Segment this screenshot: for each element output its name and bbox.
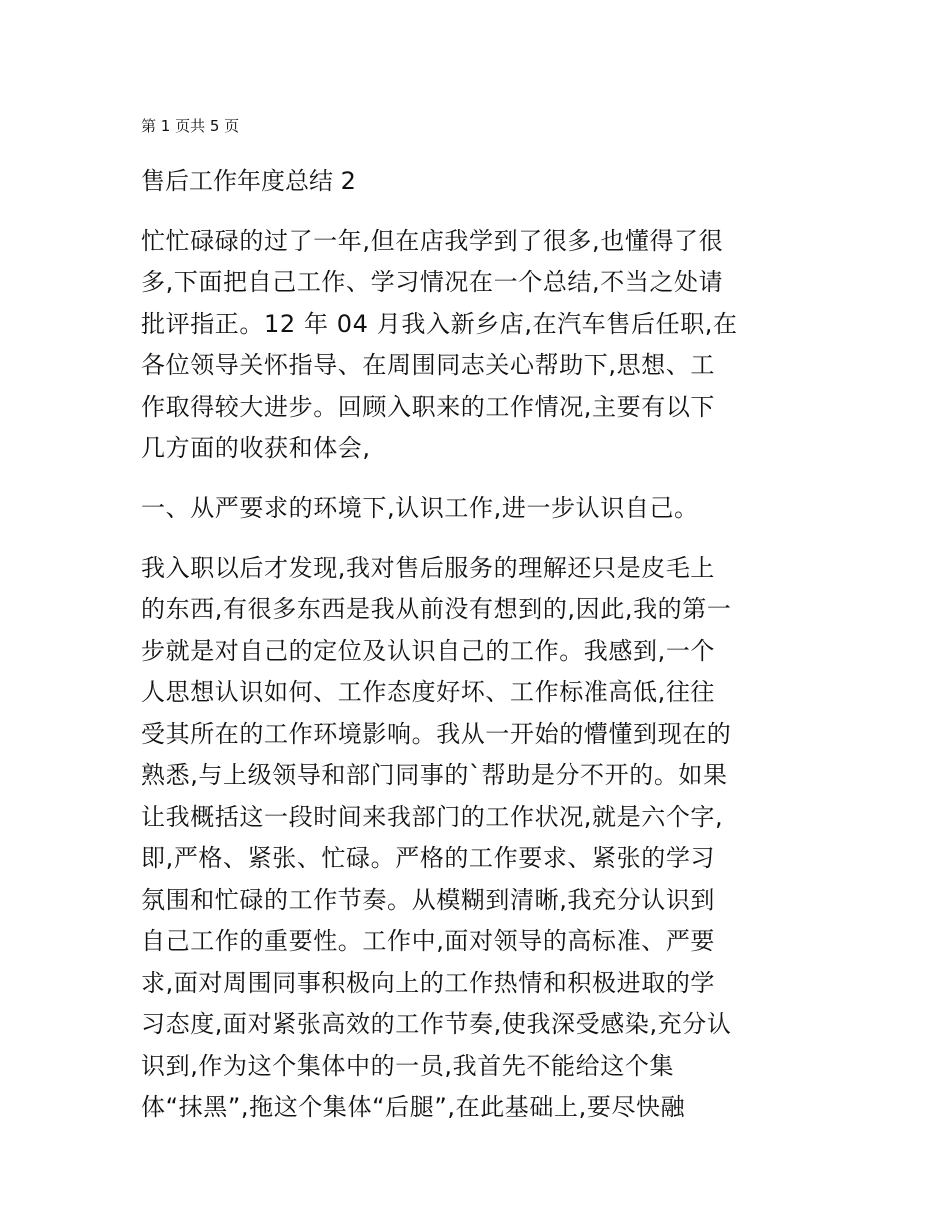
section-heading-1: 一、从严要求的环境下,认识工作,进一步认识自己。 — [141, 494, 699, 522]
document-title: 售后工作年度总结 2 — [141, 167, 356, 195]
paragraph-line: 步就是对自己的定位及认识自己的工作。我感到,一个 — [141, 637, 716, 665]
paragraph-line: 忙忙碌碌的过了一年,但在店我学到了很多,也懂得了很 — [141, 227, 724, 255]
paragraph-line: 多,下面把自己工作、学习情况在一个总结,不当之处请 — [141, 268, 724, 296]
paragraph-line: 作取得较大进步。回顾入职来的工作情况,主要有以下 — [141, 393, 716, 421]
paragraph-line: 熟悉,与上级领导和部门同事的`帮助是分不开的。如果 — [141, 761, 728, 789]
paragraph-line: 氛围和忙碌的工作节奏。从模糊到清晰,我充分认识到 — [141, 886, 716, 914]
paragraph-line: 受其所在的工作环境影响。我从一开始的懵懂到现在的 — [141, 720, 732, 748]
paragraph-line: 让我概括这一段时间来我部门的工作状况,就是六个字, — [141, 803, 724, 831]
paragraph-line: 的东西,有很多东西是我从前没有想到的,因此,我的第一 — [141, 595, 732, 623]
paragraph-line: 我入职以后才发现,我对售后服务的理解还只是皮毛上 — [141, 554, 716, 582]
paragraph-line: 体“抹黑”,拖这个集体“后腿”,在此基础上,要尽快融 — [141, 1093, 686, 1121]
paragraph-line: 各位领导关怀指导、在周围同志关心帮助下,思想、工 — [141, 351, 716, 379]
paragraph-line: 批评指正。12 年 04 月我入新乡店,在汽车售后任职,在 — [141, 310, 738, 338]
paragraph-line: 即,严格、紧张、忙碌。严格的工作要求、紧张的学习 — [141, 844, 716, 872]
paragraph-line: 自己工作的重要性。工作中,面对领导的高标准、严要 — [141, 927, 716, 955]
paragraph-line: 人思想认识如何、工作态度好坏、工作标准高低,往往 — [141, 678, 716, 706]
page-indicator: 第 1 页共 5 页 — [141, 117, 240, 135]
paragraph-line: 求,面对周围同事积极向上的工作热情和积极进取的学 — [141, 969, 716, 997]
paragraph-line: 识到,作为这个集体中的一员,我首先不能给这个集 — [141, 1052, 675, 1080]
paragraph-line: 几方面的收获和体会, — [141, 434, 371, 462]
paragraph-line: 习态度,面对紧张高效的工作节奏,使我深受感染,充分认 — [141, 1010, 732, 1038]
